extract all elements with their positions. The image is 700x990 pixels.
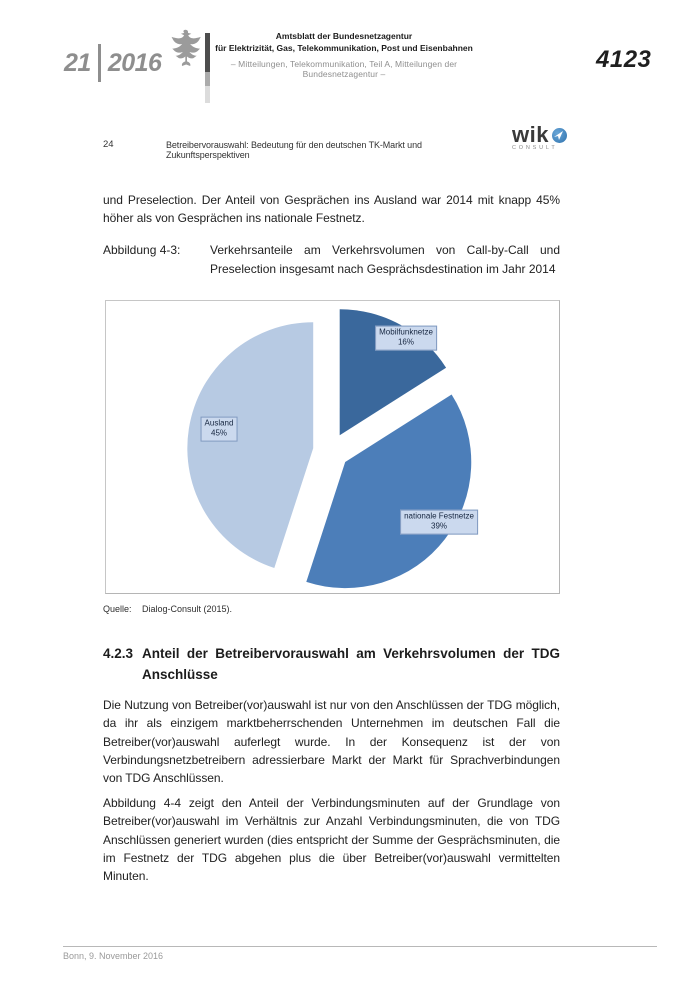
issue-year-number: 2016 xyxy=(107,48,162,77)
gazette-subtitle: – Mitteilungen, Telekommunikation, Teil A, Mitteilungen der Bundesnetzagentur – xyxy=(230,59,458,79)
wik-globe-icon xyxy=(552,128,567,143)
gazette-title-line1: Amtsblatt der Bundesnetzagentur xyxy=(275,31,413,41)
wik-logo-text: wik xyxy=(512,122,549,147)
footer-divider xyxy=(63,946,657,947)
section-heading-text: Anteil der Betreibervorauswahl am Verkehrsvolumen der TDG Anschlüsse xyxy=(142,646,560,682)
section-heading-number: 4.2.3 xyxy=(103,646,134,661)
figure-caption-text: Verkehrsanteile am Verkehrsvolumen von Call-by-Call und Preselection insgesamt nach Gesprächsdestination im Jahr 2014 xyxy=(210,243,560,276)
wik-logo-subtext: CONSULT xyxy=(512,145,558,151)
page-number: 24 xyxy=(103,139,114,150)
paragraph: und Preselection. Der Anteil von Gesprächen ins Ausland war 2014 mit knapp 45% höher als von Gesprächen ins nationale Festnetz. xyxy=(103,193,560,226)
figure-caption xyxy=(103,241,560,278)
masthead-titles xyxy=(206,31,482,79)
federal-eagle-icon xyxy=(167,26,204,78)
gazette-title-line2: für Elektrizität, Gas, Telekommunikation, Post und Eisenbahnen xyxy=(215,42,473,53)
pie-data-label: Mobilfunknetze 16% xyxy=(375,326,437,351)
paragraph: Abbildung 4-4 zeigt den Anteil der Verbindungsminuten auf der Grundlage von Betreiber(vor)auswahl im Verhältnis zur Anzahl Verbindungsminuten, die von TDG Anschlüssen generiert wurden (dies entspricht der Summe der Gesprächsminuten, die im Festnetz der TDG abgehen plus die über Betreiber(vor)auswahl vermittelten Minuten. xyxy=(103,796,560,884)
pie-slice-nationale-festnetze xyxy=(306,395,471,589)
pie-data-label: Ausland 45% xyxy=(201,417,238,442)
figure-caption-label: Abbildung 4-3: xyxy=(103,243,181,257)
figure-source-text: Dialog-Consult (2015). xyxy=(142,604,233,614)
footer-date: Bonn, 9. November 2016 xyxy=(63,951,164,961)
issue-divider xyxy=(98,44,101,82)
wik-consult-logo xyxy=(512,122,570,151)
figure-4-3-pie-chart xyxy=(105,300,560,594)
masthead-bar-light xyxy=(205,86,210,103)
issue-year xyxy=(64,44,161,82)
figure-source-label: Quelle: xyxy=(103,604,132,614)
pie-slice-ausland xyxy=(187,322,313,568)
section-heading xyxy=(103,644,560,685)
issue-number: 21 xyxy=(64,48,91,77)
figure-source xyxy=(103,604,560,614)
running-title: Betreibervorauswahl: Bedeutung für den deutschen TK-Markt und Zukunftsperspektiven xyxy=(166,140,422,160)
gazette-page-number: 4123 xyxy=(596,46,652,73)
paragraph: Die Nutzung von Betreiber(vor)auswahl ist nur von den Anschlüssen der TDG möglich, da ihr als einzigem marktbeherrschenden Unternehmen im deutschen Fall die Betreiber(vor)auswahl auferlegt wurde. In der Konsequenz ist der von Verbindungsnetzbetreibern adressierbare Markt der Markt für Sprachverbindungen von TDG Anschlüssen. xyxy=(103,698,560,786)
pie-data-label: nationale Festnetze 39% xyxy=(400,510,478,535)
pie-chart-svg xyxy=(106,301,559,593)
